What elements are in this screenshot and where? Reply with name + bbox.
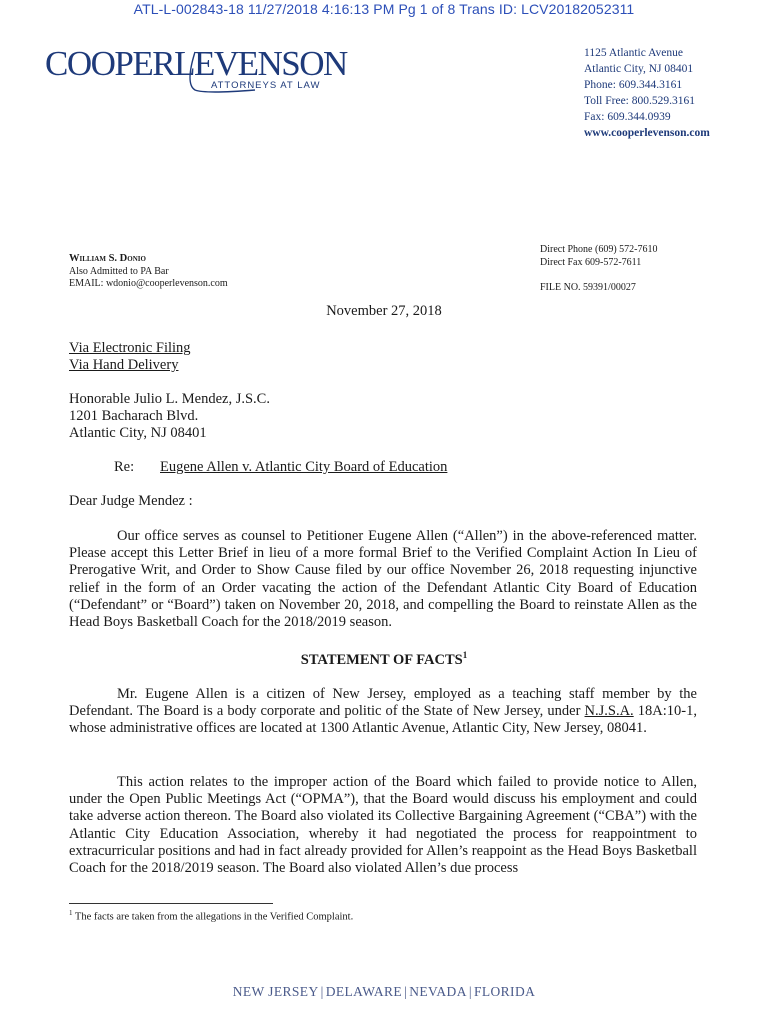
office-separator: | xyxy=(468,984,472,999)
firm-toll-free: Toll Free: 800.529.3161 xyxy=(584,95,695,107)
re-label: Re: xyxy=(114,459,135,475)
body-paragraph-action xyxy=(69,774,697,877)
paragraph-text: 18A:10-1, whose administrative offices are located at 1300 Atlantic Avenue, Atlantic City, New Jersey, 08041. xyxy=(69,703,697,737)
office-florida: FLORIDA xyxy=(473,984,536,999)
paragraph-text: Mr. Eugene Allen is a citizen of New Jersey, employed as a teaching staff member by the Defendant. The Board is a body corporate and politic of the State of New Jersey, under xyxy=(69,686,697,720)
footnote xyxy=(69,909,353,923)
footnote-text: The facts are taken from the allegations in the Verified Complaint. xyxy=(72,911,354,923)
addressee-name: Honorable Julio L. Mendez, J.S.C. xyxy=(69,391,270,407)
office-separator: | xyxy=(320,984,324,999)
attorney-email[interactable]: EMAIL: wdonio@cooperlevenson.com xyxy=(69,278,228,289)
letter-date: November 27, 2018 xyxy=(326,303,442,319)
body-paragraph-facts xyxy=(69,686,697,738)
direct-fax: Direct Fax 609-572-7611 xyxy=(540,256,642,268)
firm-contact-block xyxy=(584,45,710,141)
addressee-city: Atlantic City, NJ 08401 xyxy=(69,425,207,441)
footnote-marker: 1 xyxy=(69,909,73,917)
body-paragraph-intro xyxy=(69,528,697,631)
logo-tagline: ATTORNEYS AT LAW xyxy=(211,80,321,91)
footnote-divider xyxy=(69,903,273,904)
firm-city: Atlantic City, NJ 08401 xyxy=(584,63,694,75)
heading-footnote-ref: 1 xyxy=(462,650,468,660)
court-filing-stamp: ATL-L-002843-18 11/27/2018 4:16:13 PM Pg 1 of 8 Trans ID: LCV20182052311 xyxy=(133,1,635,17)
direct-contact-block xyxy=(540,244,657,269)
paragraph-text: Our office serves as counsel to Petitioner Eugene Allen (“Allen”) in the above-referenced matter. Please accept this Letter Brief in lieu of a more formal Brief to the Verified Complaint Action In Lieu of Prerogative Writ, and Order to Show Cause filed by our office November 26, 2018 requesting injunctive relief in the form of an Order vacating the action of the Defendant Atlantic City Board of Education (“Defendant” or “Board”) taken on November 20, 2018, and compelling the Board to reinstate Allen as the Head Boys Basketball Coach for the 2018/2019 season. xyxy=(69,528,697,631)
logo-wordmark: COOPERLEVENSON xyxy=(45,44,347,83)
firm-phone: Phone: 609.344.3161 xyxy=(584,79,683,91)
firm-logo xyxy=(45,44,345,100)
addressee-block xyxy=(69,391,270,442)
delivery-method xyxy=(69,340,191,374)
file-number: FILE NO. 59391/00027 xyxy=(540,282,636,293)
statute-citation: N.J.S.A. xyxy=(584,703,634,720)
office-new-jersey: NEW JERSEY xyxy=(232,984,319,999)
paragraph-text: This action relates to the improper action of the Board which failed to provide notice to Allen, under the Open Public Meetings Act (“OPMA”), that the Board would discuss his employment and could take adverse action thereon. The Board also violated its Collective Bargaining Agreement (“CBA”) with the Atlantic City Education Association, whereby it had negotiated the process for reappointment to extracurricular positions and had in fact already provided for Allen’s reappoint as the Head Boys Basketball Coach for the 2018/2019 season. The Board also violated Allen’s due process xyxy=(69,774,697,877)
firm-street: 1125 Atlantic Avenue xyxy=(584,47,684,59)
heading-text: STATEMENT OF FACTS xyxy=(300,651,463,668)
office-delaware: DELAWARE xyxy=(325,984,403,999)
addressee-street: 1201 Bacharach Blvd. xyxy=(69,408,199,424)
section-heading xyxy=(0,650,768,669)
firm-fax: Fax: 609.344.0939 xyxy=(584,111,671,123)
office-nevada: NEVADA xyxy=(409,984,467,999)
delivery-hand: Via Hand Delivery xyxy=(69,357,179,373)
direct-phone: Direct Phone (609) 572-7610 xyxy=(540,244,658,255)
firm-website-link[interactable]: www.cooperlevenson.com xyxy=(584,127,710,139)
office-locations xyxy=(0,984,768,1000)
attorney-admission: Also Admitted to PA Bar xyxy=(69,265,169,277)
re-subject: Eugene Allen v. Atlantic City Board of Education xyxy=(160,459,448,475)
attorney-block xyxy=(69,253,228,291)
office-separator: | xyxy=(404,984,408,999)
delivery-electronic: Via Electronic Filing xyxy=(69,340,191,356)
attorney-name: William S. Donio xyxy=(69,253,146,264)
salutation: Dear Judge Mendez : xyxy=(69,493,193,509)
